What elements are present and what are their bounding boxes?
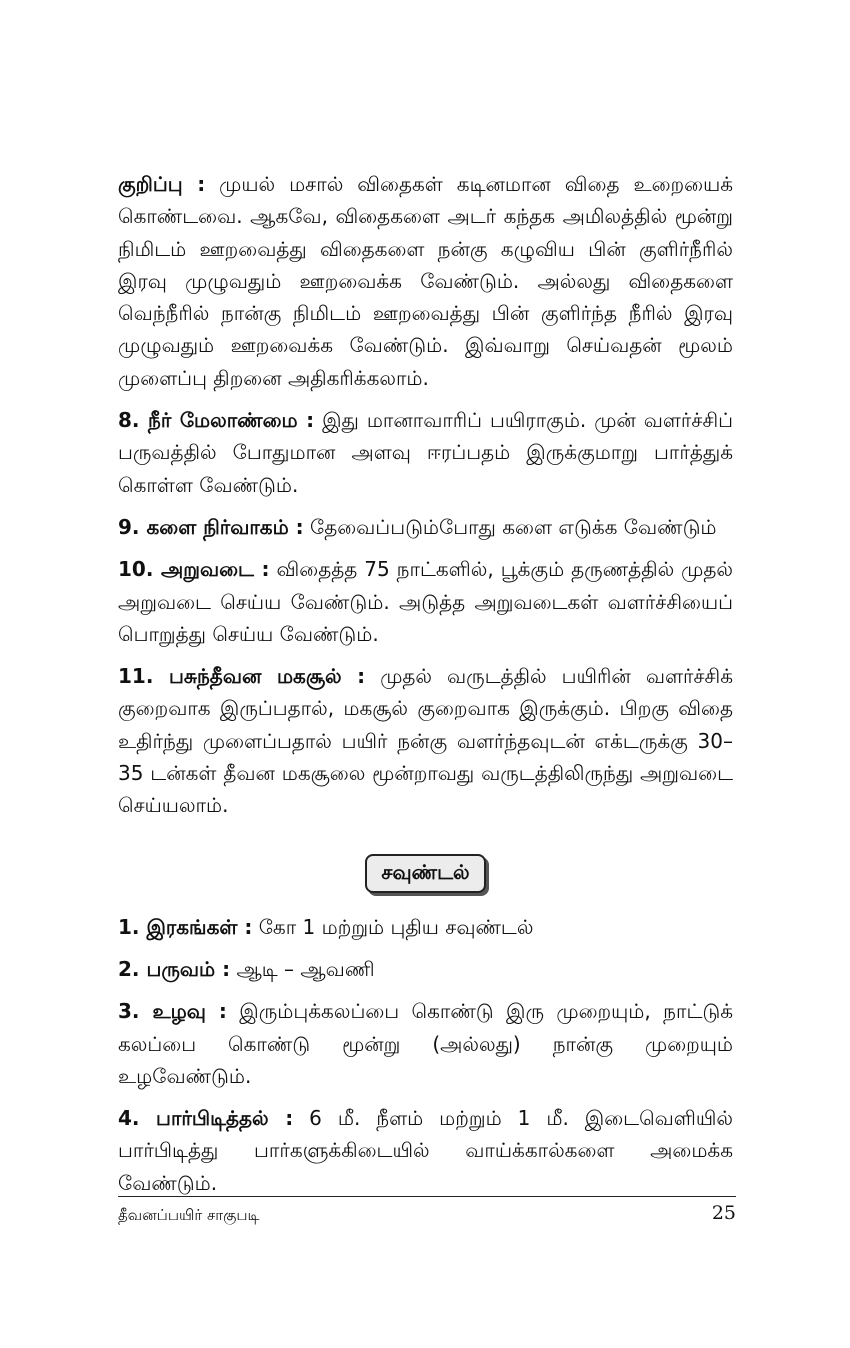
note-paragraph: [118, 168, 733, 394]
item-text: தேவைப்படும்போது களை எடுக்க வேண்டும்: [310, 514, 717, 539]
item-text: கோ 1 மற்றும் புதிய சவுண்டல்: [258, 914, 534, 939]
item-label: 4. பார்பிடித்தல் :: [118, 1106, 294, 1131]
item-season: [118, 953, 733, 985]
item-text: இது மானாவாரிப் பயிராகும். முன் வளர்ச்சிப் பருவத்தில் போதுமான அளவு ஈரப்பதம் இருக்குமாறு பார்த்துக் கொள்ள வேண்டும்.: [118, 408, 733, 497]
item-label: 3. உழவு :: [118, 999, 227, 1024]
item-label: 10. அறுவடை :: [118, 557, 270, 582]
item-label: 2. பருவம் :: [118, 956, 231, 981]
item-label: 8. நீர் மேலாண்மை :: [118, 408, 315, 433]
page-body: [118, 168, 733, 1209]
item-label: 11. பசுந்தீவன மகசூல் :: [118, 664, 366, 689]
item-ploughing: [118, 995, 733, 1092]
item-ridging: [118, 1102, 733, 1199]
item-text: முதல் வருடத்தில் பயிரின் வளர்ச்சிக் குறைவாக இருப்பதால், மகசூல் குறைவாக இருக்கும். பிறகு விதை உதிர்ந்து முளைப்பதால் பயிர் நன்கு வளர்ந்தவுடன் எக்டருக்கு 30–35 டன்கள் தீவன மகசூலை மூன்றாவது வருடத்திலிருந்து அறுவடை செய்யலாம்.: [118, 664, 733, 818]
item-label: 1. இரகங்கள் :: [118, 914, 253, 939]
item-text: ஆடி – ஆவணி: [236, 956, 375, 981]
item-text: 6 மீ. நீளம் மற்றும் 1 மீ. இடைவெளியில் பார்பிடித்து பார்களுக்கிடையில் வாய்க்கால்களை அமைக்க வேண்டும்.: [118, 1106, 734, 1195]
item-harvest: [118, 553, 733, 650]
section-heading-wrap: [118, 854, 733, 893]
item-green-fodder-yield: [118, 660, 733, 821]
note-text: முயல் மசால் விதைகள் கடினமான விதை உறையைக் கொண்டவை. ஆகவே, விதைகளை அடர் கந்தக அமிலத்தில் மூன்று நிமிடம் ஊறவைத்து விதைகளை நன்கு கழுவிய பின் குளிர்நீரில் இரவு முழுவதும் ஊறவைக்க வேண்டும். அல்லது விதைகளை வெந்நீரில் நான்கு நிமிடம் ஊறவைத்து பின் குளிர்ந்த நீரில் இரவு முழுவதும் ஊறவைக்க வேண்டும். இவ்வாறு செய்வதன் மூலம் முளைப்பு திறனை அதிகரிக்கலாம்.: [118, 172, 734, 390]
item-text: விதைத்த 75 நாட்களில், பூக்கும் தருணத்தில் முதல் அறுவடை செய்ய வேண்டும். அடுத்த அறுவடைகள் வளர்ச்சியைப் பொறுத்து செய்ய வேண்டும்.: [118, 557, 733, 646]
item-text: இரும்புக்கலப்பை கொண்டு இரு முறையும், நாட்டுக் கலப்பை கொண்டு மூன்று (அல்லது) நான்கு முறையும் உழவேண்டும்.: [118, 999, 734, 1088]
item-label: 9. களை நிர்வாகம் :: [118, 514, 304, 539]
footer-divider: [118, 1196, 736, 1197]
item-varieties: [118, 911, 733, 943]
item-weed-management: [118, 511, 733, 543]
item-water-management: [118, 404, 733, 501]
note-label: குறிப்பு :: [118, 172, 206, 196]
section-heading: சவுண்டல்: [365, 854, 485, 893]
footer-page-number: 25: [711, 1202, 736, 1224]
footer-book-title: தீவனப்பயிர் சாகுபடி: [118, 1206, 260, 1224]
